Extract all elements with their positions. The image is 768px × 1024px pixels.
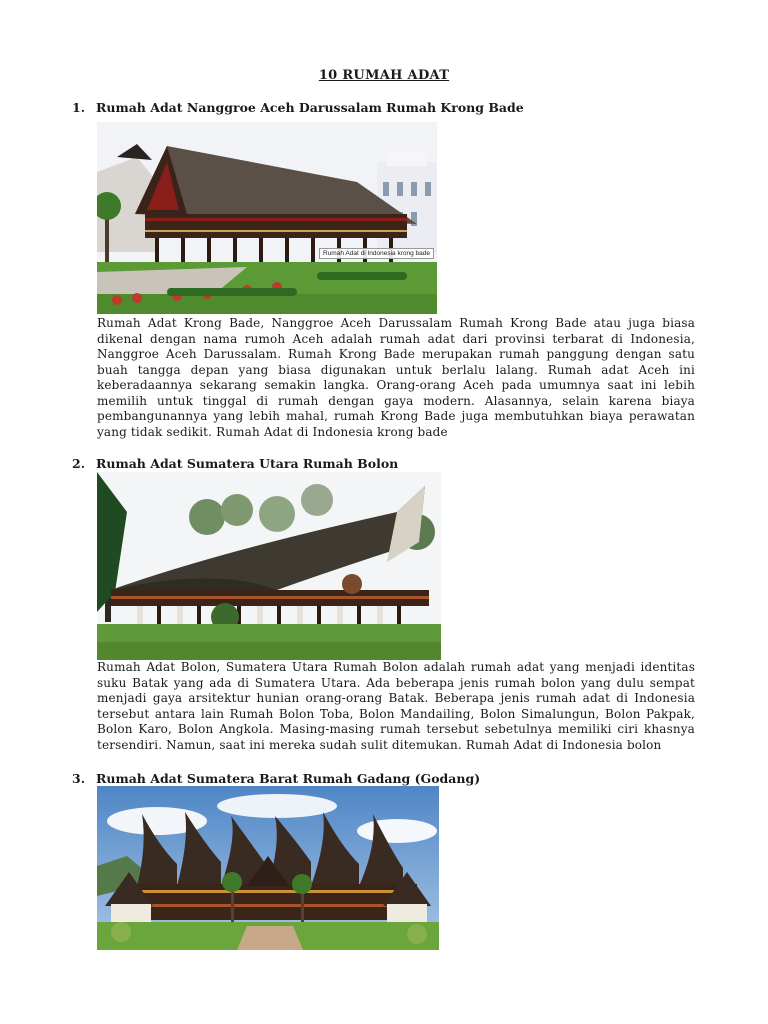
section-2-heading	[72, 456, 398, 471]
section-3-number: 3.	[72, 771, 86, 786]
document-title: 10 RUMAH ADAT	[318, 68, 450, 83]
rumah-bolon-photo	[97, 472, 441, 660]
section-3-title: Rumah Adat Sumatera Barat Rumah Gadang (Godang)	[96, 771, 481, 786]
section-1-number: 1.	[72, 100, 86, 115]
section-1-title: Rumah Adat Nanggroe Aceh Darussalam Rumah Krong Bade	[96, 100, 524, 115]
krong-bade-caption: Rumah Adat di Indonesia krong bade	[319, 248, 434, 259]
section-2-title: Rumah Adat Sumatera Utara Rumah Bolon	[96, 456, 399, 471]
section-2-body: Rumah Adat Bolon, Sumatera Utara Rumah Bolon adalah rumah adat yang menjadi identitas suku Batak yang ada di Sumatera Utara. Ada beberapa jenis rumah bolon yang dulu sempat menjadi gaya arsitektur hunian orang-orang Batak. Beberapa jenis rumah adat di Indonesia tersebut antara lain Rumah Bolon Toba, Bolon Mandailing, Bolon Simalungun, Bolon Pakpak, Bolon Karo, Bolon Angkola. Masing-masing rumah tersebut sebetulnya memiliki ciri khasnya tersendiri. Namun, saat ini mereka sudah sulit ditemukan. Rumah Adat di Indonesia bolon	[97, 660, 695, 752]
section-1-body: Rumah Adat Krong Bade, Nanggroe Aceh Darussalam Rumah Krong Bade atau juga biasa dikenal dengan nama rumoh Aceh adalah rumah adat dari provinsi terbarat di Indonesia, Nanggroe Aceh Darussalam. Rumah Krong Bade merupakan rumah panggung dengan satu buah tangga depan yang biasa digunakan untuk berlalu lalang. Rumah adat Aceh ini keberadaannya sekarang semakin langka. Orang-orang Aceh pada umumnya saat ini lebih memilih untuk tinggal di rumah dengan gaya modern. Alasannya, selain karena biaya pembangunannya yang lebih mahal, rumah Krong Bade juga membutuhkan biaya perawatan yang tidak sedikit. Rumah Adat di Indonesia krong bade	[97, 316, 695, 439]
section-2-number: 2.	[72, 456, 86, 471]
rumah-krong-bade-photo	[97, 122, 437, 314]
section-3-heading	[72, 771, 480, 786]
rumah-gadang-photo	[97, 786, 439, 950]
section-1-heading	[72, 100, 524, 115]
